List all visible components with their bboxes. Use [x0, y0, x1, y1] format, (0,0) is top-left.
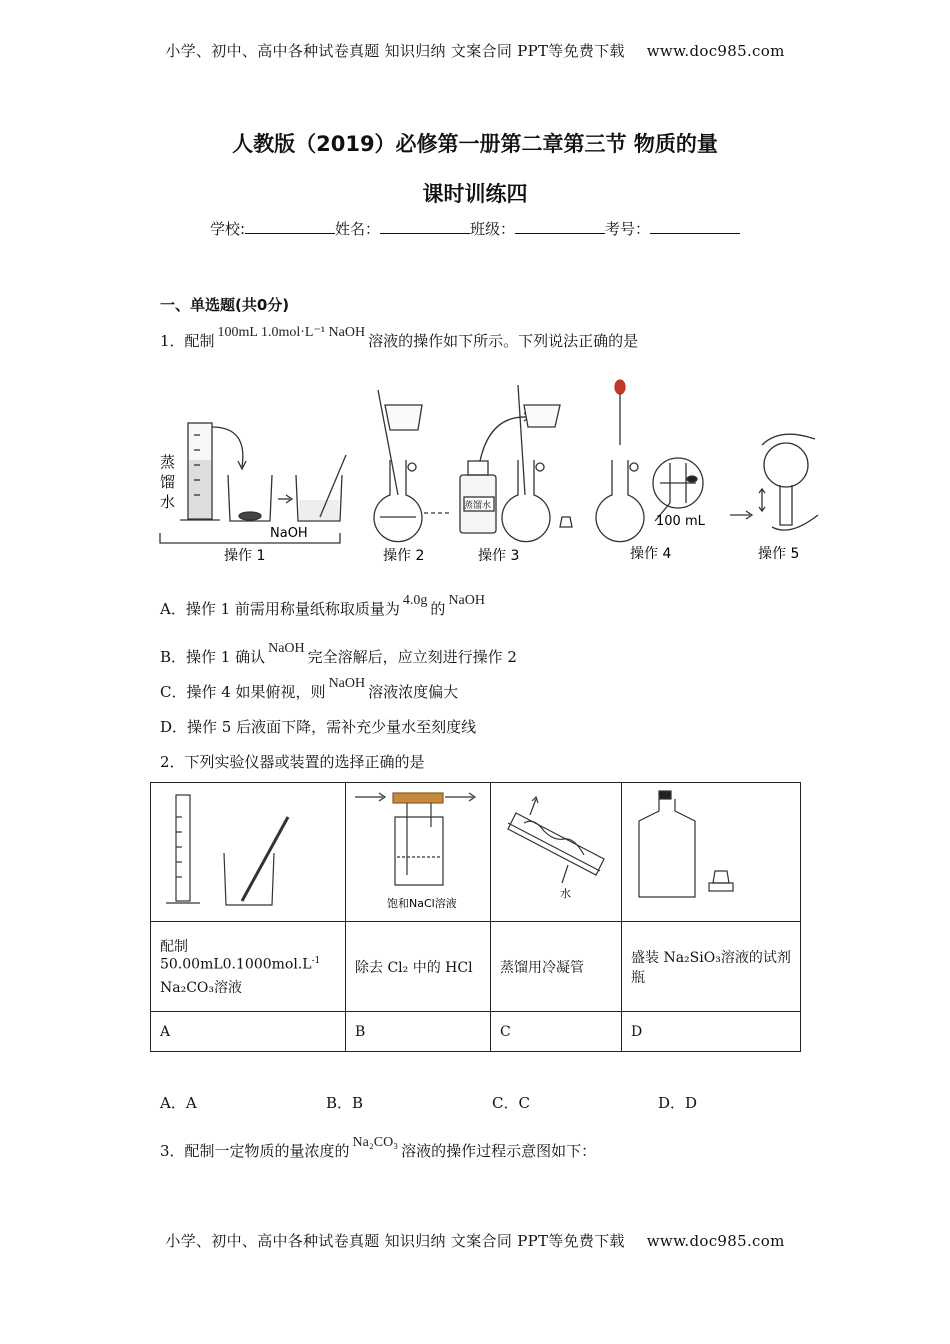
op5-label: 操作 5	[758, 546, 800, 562]
header-text: 小学、初中、高中各种试卷真题 知识归纳 文案合同 PPT等免费下载	[165, 42, 625, 60]
op1-label: 操作 1	[224, 548, 266, 564]
q2-desc-a-line2: 50.00mL0.1000mol.L	[160, 956, 312, 973]
beaker-stir-icon	[296, 455, 346, 521]
q2-letter-d: D	[622, 1012, 801, 1052]
q1-option-c[interactable]	[160, 676, 459, 702]
gas-washing-bottle-icon	[355, 793, 475, 885]
q2-desc-d: 盛装 Na₂SiO₃溶液的试剂瓶	[622, 922, 801, 1012]
q2-desc-b: 除去 Cl₂ 中的 HCl	[346, 922, 491, 1012]
school-blank[interactable]	[245, 219, 335, 234]
q1-stem	[160, 325, 639, 351]
header-url[interactable]: www.doc985.com	[646, 42, 785, 60]
q3-stem	[160, 1135, 597, 1161]
reagent-bottle-icon	[639, 791, 733, 897]
section-heading: 一、单选题(共0分)	[160, 296, 290, 314]
q3-stem-pre: 3．配制一定物质的量浓度的	[160, 1142, 350, 1160]
q1-stem-post: 溶液的操作如下所示。下列说法正确的是	[368, 332, 639, 350]
q1-option-b[interactable]	[160, 641, 517, 667]
q1-a-formula1: 4.0g	[402, 593, 428, 608]
beaker-icon	[228, 475, 272, 521]
q2-letter-c: C	[491, 1012, 622, 1052]
q1-a-formula2: NaOH	[448, 593, 485, 608]
volumetric-flask-icon	[374, 390, 422, 542]
volume-label: 100 mL	[656, 514, 705, 529]
q1-a-pre: A．操作 1 前需用称量纸称取质量为	[160, 600, 400, 618]
number-label: 考号：	[605, 220, 651, 238]
q2-c-label: 水	[560, 887, 571, 900]
name-blank[interactable]	[380, 219, 470, 234]
q1-b-post: 完全溶解后，应立刻进行操作 2	[307, 648, 517, 666]
q2-b-label: 饱和NaCl溶液	[387, 897, 457, 910]
naoh-label: NaOH	[270, 526, 308, 541]
footer-text: 小学、初中、高中各种试卷真题 知识归纳 文案合同 PPT等免费下载	[165, 1232, 625, 1250]
op3-label: 操作 3	[478, 548, 520, 564]
q1-c-pre: C．操作 4 如果俯视，则	[160, 683, 326, 701]
volumetric-flask-icon-2	[502, 385, 560, 542]
title-line1: 人教版（2019）必修第一册第二章第三节 物质的量	[232, 132, 718, 156]
q2-img-c	[491, 783, 622, 922]
title-line2: 课时训练四	[422, 182, 528, 206]
wash-bottle-icon	[460, 413, 530, 533]
q1-option-d[interactable]: D．操作 5 后液面下降，需补充少量水至刻度线	[160, 718, 477, 736]
q2-option-c[interactable]: C．C	[492, 1094, 530, 1112]
q2-desc-a-line1: 配制	[160, 939, 188, 956]
q2-table	[150, 782, 801, 1052]
q2-letter-a: A	[151, 1012, 346, 1052]
school-label: 学校:	[209, 220, 245, 238]
water-label-3: 水	[160, 493, 176, 511]
q2-stem: 2．下列实验仪器或装置的选择正确的是	[160, 753, 425, 771]
class-blank[interactable]	[515, 219, 605, 234]
water-label-1: 蒸	[160, 453, 176, 471]
condenser-icon	[508, 797, 604, 883]
q1-stem-pre: 1．配制	[160, 332, 215, 350]
q2-option-a[interactable]: A．A	[160, 1094, 197, 1112]
q2-letter-b: B	[346, 1012, 491, 1052]
q2-desc-a-sup: -1	[311, 956, 321, 967]
op4-label: 操作 4	[630, 546, 672, 562]
q1-figure	[150, 375, 830, 570]
q2-desc-a-line3: Na₂CO₃溶液	[160, 979, 243, 996]
cylinder-beaker-icon	[166, 795, 288, 905]
q3-formula: Na₂CO₃	[352, 1135, 399, 1150]
q2-img-a	[151, 783, 346, 922]
invert-flask-icon	[759, 434, 818, 530]
q2-option-d[interactable]: D．D	[658, 1094, 698, 1112]
q1-b-pre: B．操作 1 确认	[160, 648, 266, 666]
q2-img-b	[346, 783, 491, 922]
class-label: 班级：	[470, 220, 516, 238]
name-label: 姓名：	[335, 220, 381, 238]
q1-a-mid: 的	[430, 600, 446, 618]
q2-desc-c: 蒸馏用冷凝管	[491, 922, 622, 1012]
water-label-2: 馏	[160, 473, 176, 491]
bottle-label: 蒸馏水	[464, 501, 492, 511]
op2-label: 操作 2	[383, 548, 425, 564]
q1-formula: 100mL 1.0mol·L⁻¹ NaOH	[217, 325, 366, 340]
q1-option-a[interactable]	[160, 593, 488, 619]
q2-img-d	[622, 783, 801, 922]
q2-desc-a	[151, 922, 346, 1012]
q2-options	[160, 1092, 824, 1113]
q3-stem-post: 溶液的操作过程示意图如下：	[401, 1142, 597, 1160]
student-info	[0, 218, 950, 239]
q2-option-b[interactable]: B．B	[326, 1094, 364, 1112]
page-header	[0, 40, 950, 61]
stopper-icon	[560, 517, 572, 527]
q1-c-formula: NaOH	[328, 676, 366, 691]
graduated-cylinder-icon	[180, 423, 220, 520]
page-footer	[0, 1230, 950, 1251]
number-blank[interactable]	[650, 219, 740, 234]
q1-b-formula: NaOH	[268, 641, 305, 656]
footer-url[interactable]: www.doc985.com	[646, 1232, 785, 1250]
q1-c-post: 溶液浓度偏大	[368, 683, 459, 701]
